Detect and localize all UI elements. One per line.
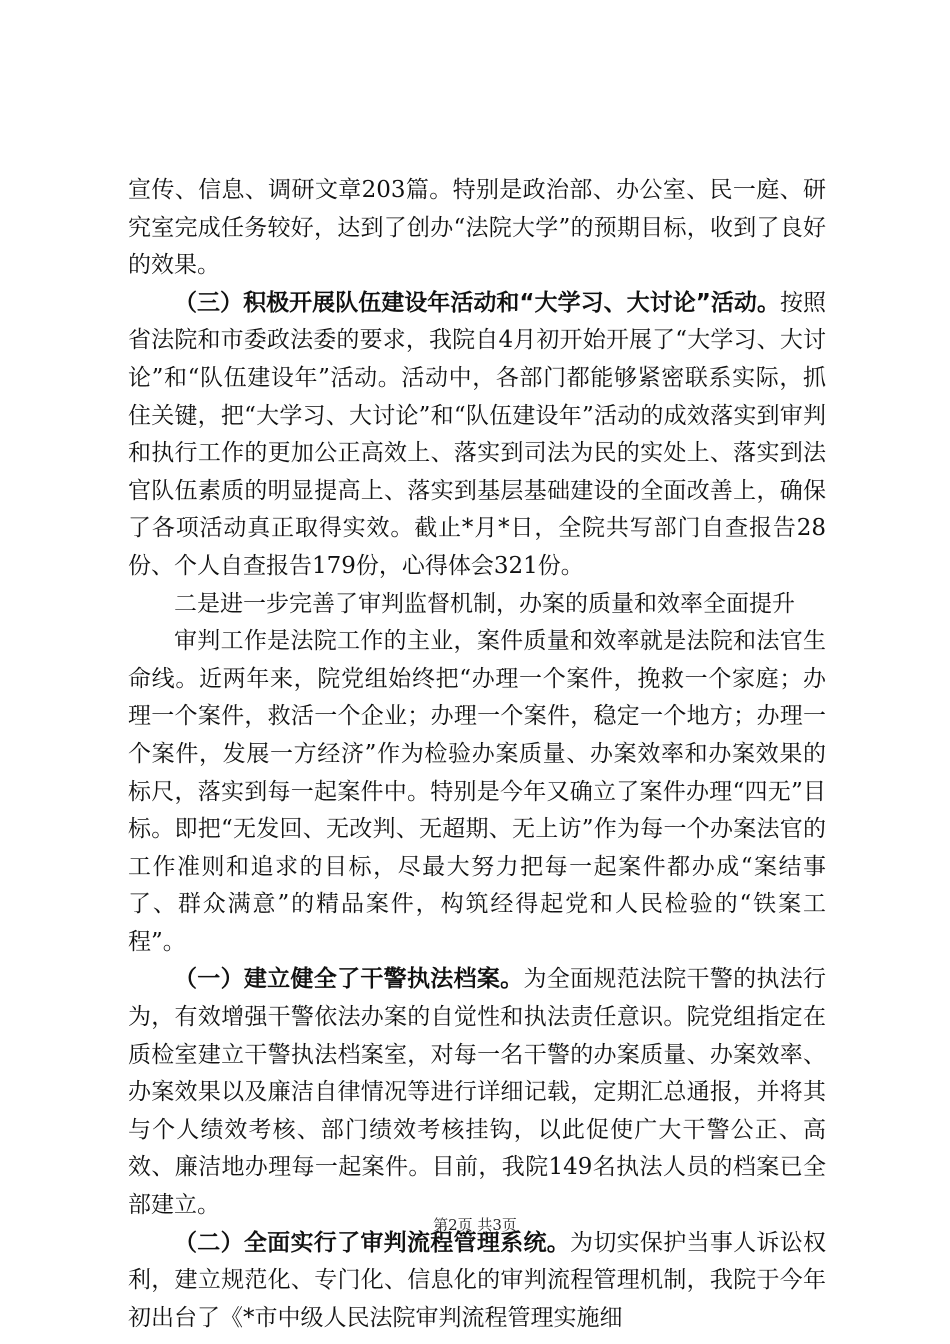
paragraph-6-text: 为切实保护当事人诉讼权利，建立规范化、专门化、信息化的审判流程管理机制，我院于今年初出台了《*市中级人民法院审判流程管理实施细: [128, 1229, 827, 1331]
paragraph-1-text: 宣传、信息、调研文章203篇。特别是政治部、办公室、民一庭、研究室完成任务较好，达到了创办“法院大学”的预期目标，收到了良好的效果。: [128, 177, 826, 279]
paragraph-6-heading: （二）全面实行了审判流程管理系统。: [174, 1229, 571, 1256]
paragraph-5-heading: （一）建立健全了干警执法档案。: [174, 966, 524, 993]
paragraph-5-text: 为全面规范法院干警的执法行为，有效增强干警依法办案的自觉性和执法责任意识。院党组指定在质检室建立干警执法档案室，对每一名干警的办案质量、办案效率、办案效果以及廉洁自律情况等进行详细记载，定期汇总通报，并将其与个人绩效考核、部门绩效考核挂钩，以此促使广大干警公正、高效、廉洁地办理每一起案件。目前，我院149名执法人员的档案已全部建立。: [128, 966, 827, 1219]
paragraph-5: [128, 961, 826, 1224]
paragraph-3: [128, 586, 826, 624]
document-body: [128, 172, 826, 1337]
paragraph-1: [128, 172, 826, 285]
paragraph-3-text: 二是进一步完善了审判监督机制，办案的质量和效率全面提升: [174, 590, 795, 617]
paragraph-2: [128, 285, 826, 586]
page-footer: 第2页 共3页: [433, 1216, 517, 1234]
paragraph-2-heading: （三）积极开展队伍建设年活动和“大学习、大讨论”活动。: [174, 289, 780, 316]
paragraph-2-text: 按照省法院和市委政法委的要求，我院自4月初开始开展了“大学习、大讨论”和“队伍建设年”活动。活动中，各部门都能够紧密联系实际，抓住关键，把“大学习、大讨论”和“队伍建设年”活动的成效落实到审判和执行工作的更加公正高效上、落实到司法为民的实处上、落实到法官队伍素质的明显提高上、落实到基层基础建设的全面改善上，确保了各项活动真正取得实效。截止*月*日，全院共写部门自查报告28份、个人自查报告179份，心得体会321份。: [128, 289, 827, 579]
paragraph-4-text: 审判工作是法院工作的主业，案件质量和效率就是法院和法官生命线。近两年来，院党组始终把“办理一个案件，挽救一个家庭；办理一个案件，救活一个企业；办理一个案件，稳定一个地方；办理一个案件，发展一方经济”作为检验办案质量、办案效率和办案效果的标尺，落实到每一起案件中。特别是今年又确立了案件办理“四无”目标。即把“无发回、无改判、无超期、无上访”作为每一个办案法官的工作准则和追求的目标，尽最大努力把每一起案件都办成“案结事了、群众满意”的精品案件，构筑经得起党和人民检验的“铁案工程”。: [128, 628, 826, 955]
paragraph-6: [128, 1225, 826, 1338]
paragraph-4: [128, 623, 826, 961]
